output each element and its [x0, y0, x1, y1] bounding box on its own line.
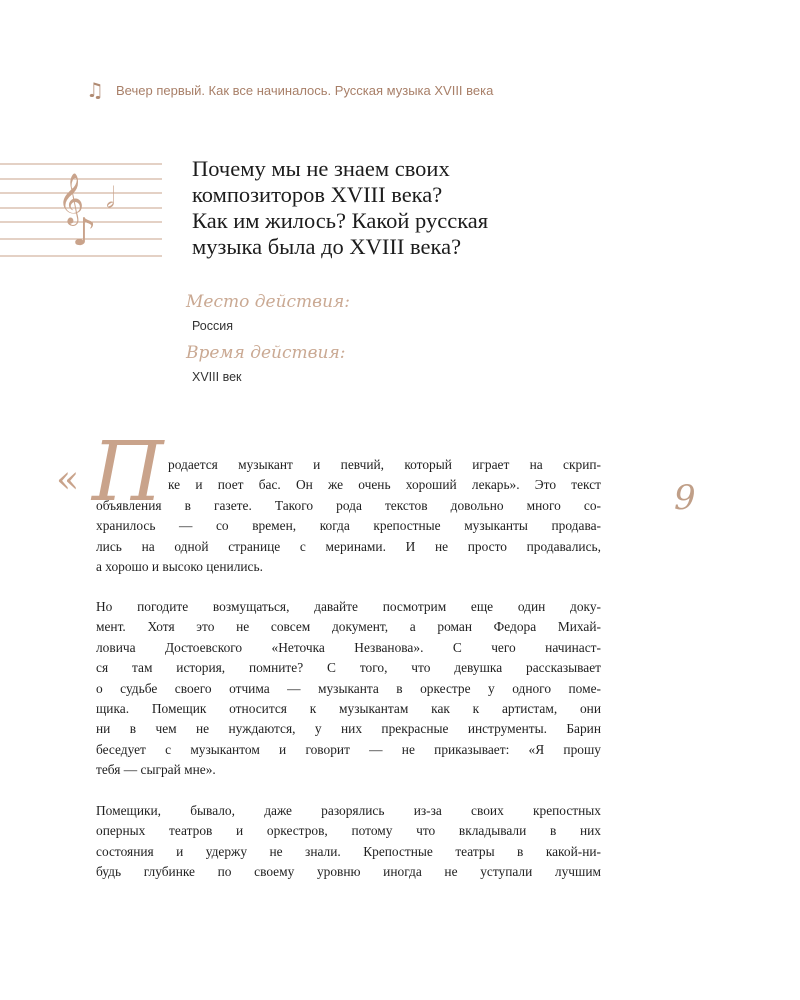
- page-number: 9: [674, 478, 696, 518]
- text-line: Но погодите возмущаться, давайте посмотрим еще один доку-: [96, 599, 601, 614]
- text-line: щика. Помещик относится к музыкантам как к артистам, они: [96, 701, 601, 717]
- title-line: музыка была до XVIII века?: [192, 234, 462, 259]
- text-line: объявления в газете. Такого рода текстов довольно много со-: [96, 497, 601, 513]
- text-line: состояния и удержу не знали. Крепостные театры в какой-ни-: [96, 843, 601, 859]
- half-note-icon: 𝅗𝅥: [106, 181, 115, 214]
- time-label: Время действия:: [186, 343, 346, 363]
- text-line: лись на одной странице с меринами. И не просто продавались,: [96, 538, 601, 554]
- text-line: ся там история, помните? С того, что девушка рассказывает: [96, 660, 601, 676]
- place-label: Место действия:: [186, 292, 350, 312]
- music-note-icon: ♫: [86, 78, 104, 102]
- text-line: будь глубинке по своему уровню иногда не уступали лучшим: [96, 864, 601, 880]
- treble-clef-icon: 𝄞: [58, 173, 85, 224]
- music-staff-icon: [0, 163, 162, 258]
- text-line: Помещики, бывало, даже разорялись из-за своих крепостных: [96, 803, 601, 818]
- title-line: Почему мы не знаем своих: [192, 156, 450, 181]
- paragraph-2: [96, 597, 601, 781]
- title-line: композиторов XVIII века?: [192, 182, 443, 207]
- paragraph-1: [96, 455, 601, 577]
- drop-cap: П: [92, 425, 164, 520]
- text-line: а хорошо и высоко ценились.: [96, 559, 263, 575]
- text-line: тебя — сыграй мне».: [96, 762, 216, 778]
- text-line: беседует с музыкантом и говорит — не приказывает: «Я прошу: [96, 741, 601, 757]
- title-line: Как им жилось? Какой русская: [192, 208, 489, 233]
- eighth-note-icon: ♪: [72, 210, 97, 254]
- text-line: хранилось — со времен, когда крепостные музыканты продава-: [96, 518, 601, 534]
- text-line: родается музыкант и певчий, который играет на скрип-: [168, 457, 601, 472]
- running-head: Вечер первый. Как все начиналось. Русская музыка XVIII века: [116, 83, 494, 98]
- time-value: XVIII век: [192, 370, 242, 384]
- text-line: оперных театров и оркестров, потому что вкладывали в них: [96, 823, 601, 839]
- text-line: мент. Хотя это не совсем документ, а роман Федора Михай-: [96, 619, 601, 635]
- text-line: ни в чем не нуждаются, у них прекрасные инструменты. Барин: [96, 721, 601, 737]
- place-value: Россия: [192, 319, 233, 333]
- chapter-title: [192, 156, 632, 260]
- opening-quote: «: [56, 457, 80, 501]
- text-line: ловича Достоевского «Неточка Незванова». С чего начинаст-: [96, 639, 601, 655]
- text-line: ке и поет бас. Он же очень хороший лекарь». Это текст: [168, 477, 601, 493]
- text-line: о судьбе своего отчима — музыканта в оркестре у одного поме-: [96, 680, 601, 696]
- paragraph-3: [96, 801, 601, 883]
